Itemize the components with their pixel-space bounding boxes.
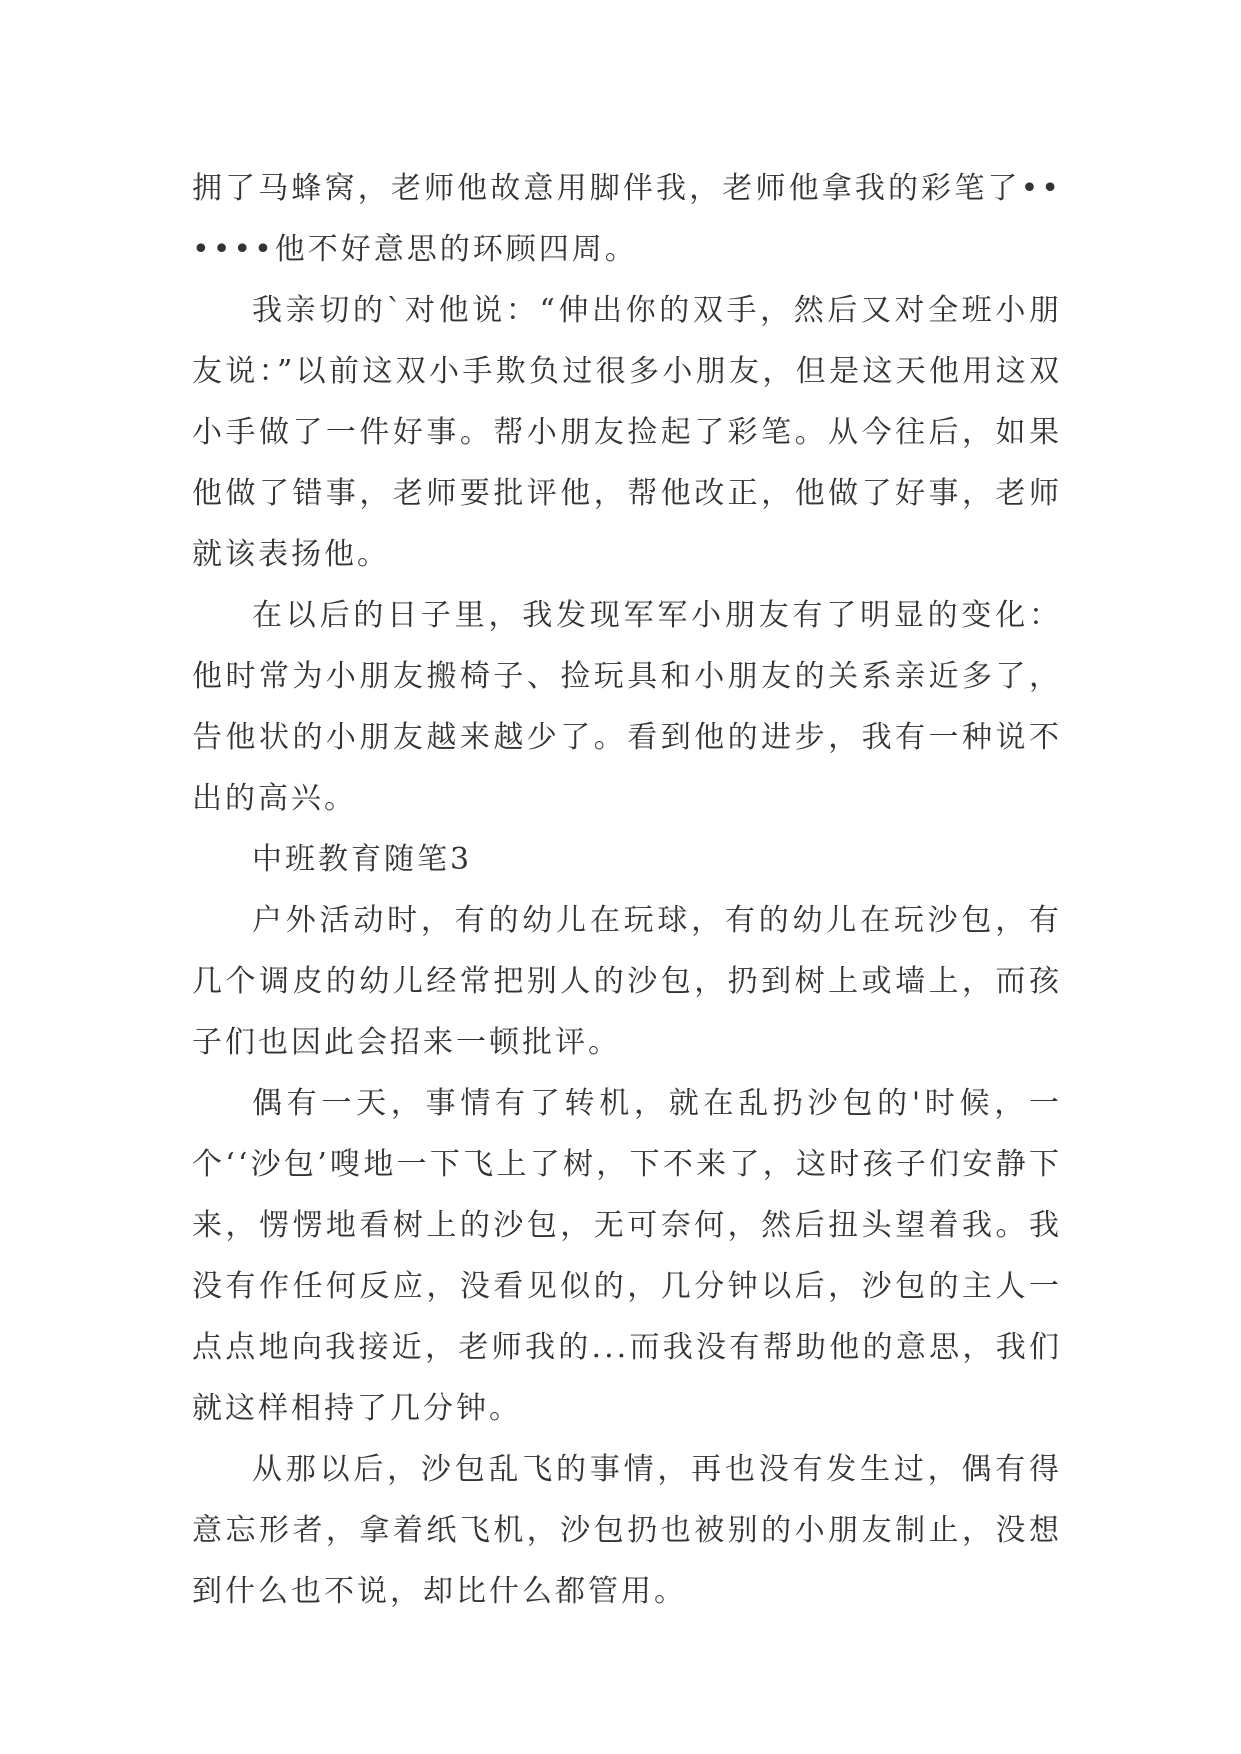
document-body [192, 158, 1062, 1622]
paragraph: 从那以后，沙包乱飞的事情，再也没有发生过，偶有得意忘形者，拿着纸飞机，沙包扔也被别的小朋友制止，没想到什么也不说，却比什么都管用。 [192, 1452, 1062, 1609]
paragraph: 我亲切的`对他说：“伸出你的双手，然后又对全班小朋友说：”以前这双小手欺负过很多小朋友，但是这天他用这双小手做了一件好事。帮小朋友捡起了彩笔。从今往后，如果他做了错事，老师要批评他，帮他改正，他做了好事，老师就该表扬他。 [192, 293, 1062, 572]
paragraph: 户外活动时，有的幼儿在玩球，有的幼儿在玩沙包，有几个调皮的幼儿经常把别人的沙包，扔到树上或墙上，而孩子们也因此会招来一顿批评。 [192, 903, 1062, 1060]
paragraph: 偶有一天，事情有了转机，就在乱扔沙包的'时候，一个‘‘沙包’嗖地一下飞上了树，下不来了，这时孩子们安静下来，愣愣地看树上的沙包，无可奈何，然后扭头望着我。我没有作任何反应，没看见似的，几分钟以后，沙包的主人一点点地向我接近，老师我的...而我没有帮助他的意思，我们就这样相持了几分钟。 [192, 1086, 1062, 1426]
section-heading: 中班教育随笔3 [252, 842, 473, 877]
paragraph-continuation: 拥了马蜂窝，老师他故意用脚伴我，老师他拿我的彩笔了••••••他不好意思的环顾四周。 [192, 171, 1062, 267]
paragraph: 在以后的日子里，我发现军军小朋友有了明显的变化：他时常为小朋友搬椅子、捡玩具和小朋友的关系亲近多了，告他状的小朋友越来越少了。看到他的进步，我有一种说不出的高兴。 [192, 598, 1062, 816]
